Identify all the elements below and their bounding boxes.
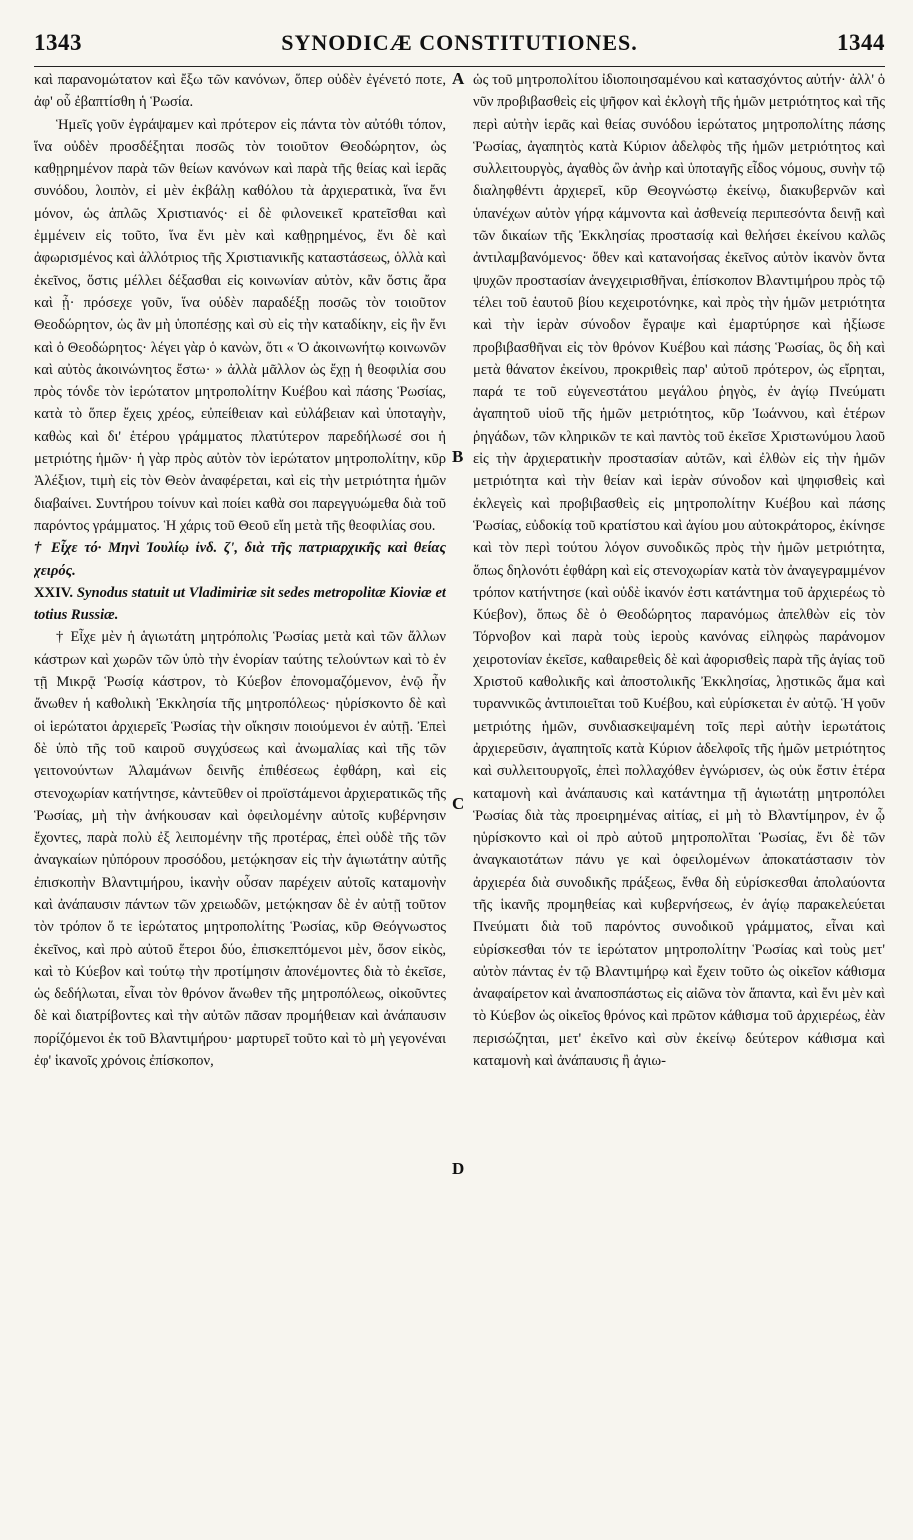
letter-subscription: † Εἶχε τό· Μηνὶ Ἰουλίῳ ἰνδ. ζ', διὰ τῆς πατριαρχικῆς καὶ θείας χειρός. [34, 540, 446, 579]
margin-marker-a: A [452, 69, 465, 88]
margin-marker-d: D [452, 1159, 465, 1178]
left-paragraph-1: καὶ παρανομώτατον καὶ ἔξω τῶν κανόνων, ὅπερ οὐδὲν ἐγένετό ποτε, ἀφ' οὗ ἐβαπτίσθη ἡ Ῥωσία. [34, 72, 446, 111]
section-title: Synodus statuit ut Vladimiriæ sit sedes metropolitæ Kioviæ et totius Russiæ. [34, 584, 446, 624]
running-header [34, 30, 885, 67]
right-paragraph-1: ὡς τοῦ μητροπολίτου ἰδιοποιησαμένου καὶ κατασχόντος αὐτήν· ἀλλ' ὁ νῦν προβιβασθεὶς εἰς ψῆφον καὶ ἐκλογὴ τῆς ἡμῶν μετριότητος καὶ τῆς περὶ αὐτὴν ἱερᾶς καὶ θείας συνόδου ἱερώτατος μητροπολίτης πάσης Ῥωσίας, ἀγαπητὸς κατὰ Κύριον ἀδελφὸς τῆς ἡμῶν μετριότητος καὶ συλλειτουργὸς, ἀγαθὸς ὢν ἀνὴρ καὶ ὑποταγῆς εἶδος νόμους, συνὴν τῷ διαληφθέντι ἀρχιερεῖ, κῦρ Θεογνώστῳ ἐκείνῳ, διακυβερνῶν καὶ ὑπανέχων αὐτὸν γήρᾳ κάμνοντα καὶ ἀσθενείᾳ περιπεσόντα δεινῇ καὶ τῶν δικαίων τῆς Ἐκκλησίας προστασίᾳ καὶ θελήσει ἐκείνου καλῶς ἀντιλαμβανόμενος· ὅθεν καὶ κατανοήσας ἐκεῖνος αὐτὸν ἱκανὸν ὄντα ψυχῶν προστασίαν ἀνεγχειρισθῆναι, ἐπίσκοπον Βλαντιμήρου πρὸς τῷ τέλει τοῦ ἑαυτοῦ βίου κεχειροτόνηκε, καὶ πρὸς τὴν ἡμῶν μετριότητα καὶ τὴν ἱερὰν σύνοδον ἔγραψε καὶ ἐμαρτύρησε καὶ ἠξίωσε προβιβασθῆναι εἰς τὸν θρόνον Κυέβου καὶ πάσης Ῥωσίας, ὃς δὴ καὶ μετὰ θάνατον ἐκείνου, προκριθεὶς παρ' αὐτοῦ πρότερον, ὡς εἴρηται, παρά τε τοῦ εὐγενεστάτου μεγάλου ῥηγὸς, ἐν ἁγίῳ Πνεύματι ἀγαπητοῦ υἱοῦ τῆς ἡμῶν μετριότητος, κῦρ Ἰωάννου, καὶ ἑτέρων ῥηγάδων, τῶν κληρικῶν τε καὶ παντὸς τοῦ ἐκεῖσε Χριστωνύμου λαοῦ εἰς τὴν ἀρχιερατικὴν προστασίαν αὐτῶν, καὶ ἐλθὼν εἰς τὴν ἡμῶν μετριότητα καὶ τὴν θείαν καὶ ἱερὰν σύνοδον καὶ ψηφισθεὶς καὶ ἐκλεγεὶς καὶ προβιβασθεὶς εἰς μητροπολίτην Κυέβου καὶ πάσης Ῥωσίας, εὐδοκίᾳ τοῦ κρατίστου καὶ ἁγίου μου αὐτοκράτορος, ἐκίνησε καὶ τὸν περὶ τούτου λόγον συνοδικῶς πρὸς τὴν ἡμῶν μετριότητα, ὅπως δηλονότι ἐφθάρη καὶ εἰς στενοχωρίαν κατὰ τὸν ἀναγεγραμμένον τρόπον κατήντησε (καὶ οὐδὲ ἱκανόν ἐστι κατάντημα τοῦ ἀρχιερέως τὸ Κύεβον), ὅπως δὲ ὁ Θεοδώρητος παρανόμως ἀπελθὼν εἰς τὸν Τόρνοβον καὶ παρὰ τοὺς ἱεροὺς κανόνας εἰληφὼς παράνομον χειροτονίαν ἐκεῖσε, καθαιρεθεὶς δὲ καὶ ἀφορισθεὶς παρὰ τῆς ἁγίας τοῦ Χριστοῦ καθολικῆς καὶ ἀποστολικῆς Ἐκκλησίας, λῃστικῶς ἅμα καὶ τυραννικῶς ἀντιποιεῖται τοῦ Κυέβου, καὶ εὑρίσκεται ἐν αὐτῷ. Ἡ γοῦν μετριότης ἡμῶν, συνδιασκεψαμένη τοῖς περὶ αὐτὴν ἱερωτάτοις ἀρχιερεῦσιν, ἀγαπητοῖς κατὰ Κύριον ἀδελφοῖς τῆς ἡμῶν μετριότητος καὶ συλλειτουργοῖς, ἐπεὶ πολλαχόθεν ἐγνώρισεν, ὡς οὐκ ἔστιν ἑτέρα καταμονὴ καὶ ἀνάπαυσις καὶ κατάντημα τῇ ἁγιωτάτῃ μητροπόλει Ῥωσίας διὰ τὰς προειρημένας αἰτίας, εἰ μὴ τὸ Βλαντίμηρον, ἐν ᾧ ηὑρίσκοντο καὶ οἱ πρὸ αὐτοῦ μητροπολῖται Ῥωσίας, ἔνι δὲ τῶν ἀναγκαιοτάτων πάνυ γε καὶ ὀφειλομένων ἀποκατάστασιν τὸν ἀρχιερέα διὰ συνοδικῆς πράξεως, ἔνθα δὴ εὑρίσκεσθαι ἀπολαύοντα τῆς ἱκανῆς προμηθείας καὶ κυβερνήσεως, ἐν ἁγίῳ παρακελεύεται Πνεύματι διὰ τοῦ παρόντος συνοδικοῦ γράμματος, εἶναι καὶ εὑρίσκεσθαι τόν τε ἱερώτατον μητροπολίτην Ῥωσίας καὶ τοὺς μετ' αὐτὸν πάντας ἐν τῷ Βλαντιμήρῳ καὶ ἔχειν τοῦτο ὡς οἰκεῖον κάθισμα ἀναφαίρετον καὶ ἀναποσπάστως εἰς αἰῶνα τὸν ἅπαντα, καὶ ἔνι μὲν καὶ τὸ Κύεβον ὡς οἰκεῖος θρόνος καὶ πρῶτον κάθισμα τοῦ ἀρχιερέως, ἐὰν περισώζηται, μετ' ἐκεῖνο καὶ σὺν ἐκείνῳ δεύτερον κάθισμα καὶ καταμονὴ καὶ ἀνάπαυσις ἢ ἁγιω- [473, 72, 885, 1070]
section-heading [34, 582, 446, 627]
running-title: SYNODICÆ CONSTITUTIONES. [281, 30, 638, 55]
left-column [34, 69, 446, 1537]
left-paragraph-2: Ἡμεῖς γοῦν ἐγράψαμεν καὶ πρότερον εἰς πάντα τὸν αὐτόθι τόπον, ἵνα οὐδὲν προσδέξηται ποσῶς τὸν τοιοῦτον Θεοδώρητον, ὡς καθῃρημένον παρὰ τῶν θείων κανόνων καὶ παρὰ τῆς θείας καὶ ἱερᾶς συνόδου, λοιπὸν, εἰ μὲν ἐκβάλῃ καθόλου τὰ ἀρχιερατικὰ, ἵνα ἔνι μόνον, ὡς ἁπλῶς Χριστιανός· εἰ δὲ φιλονεικεῖ κρατεῖσθαι καὶ ἐμμένειν εἰς τοῦτο, ἵνα ἔνι μὲν καὶ καθῃρημένος, ἔνι δὲ καὶ ἀφωρισμένος καὶ ἀλλότριος τῆς Χριστιανικῆς καταστάσεως, ὁλλὰ καὶ ἐκεῖνος, ὅστις μέλλει δέξασθαι εἰς κοινωνίαν αὐτὸν, κἂν ὅστις ἄρα καὶ ᾖ· πρόσεχε γοῦν, ἵνα οὐδὲν παραδέξῃ ποσῶς τὸν τοιοῦτον Θεοδώρητον, ὡς ἂν μὴ ὑποπέσῃς καὶ σὺ εἰς τὴν καταδίκην, εἰς ἣν ἔνι καὶ ὁ Θεοδώρητος· λέγει γὰρ ὁ κανὼν, ὅτι « Ὁ ἀκοινωνήτῳ κοινωνῶν καὶ αὐτὸς ἀκοινώνητος ἔστω· » ἀλλὰ μᾶλλον ὡς ἔχῃ ἡ θεοφιλία σου πρὸς τόνδε τὸν ἱερώτατον μητροπολίτην Κυέβου καὶ πάσης Ῥωσίας, κατὰ τὸ ὅπερ ἔχεις χρέος, εὐπείθειαν καὶ εὐλάβειαν καὶ ὑποταγὴν, καθὼς καὶ δι' ἑτέρου γράμματος πλατύτερον παρεδήλωσέ σοι ἡ μετριότης ἡμῶν· ἡ γὰρ πρὸς αὐτὸν τὸν ἱερώτατον μητροπολίτην, κῦρ Ἀλέξιον, τιμὴ εἰς τὸν Θεὸν ἀναφέρεται, καὶ εἰς τὴν μετριότητα ἡμῶν διαβαίνει. Συντήρου τοίνυν καὶ ποίει καθὰ σοι παρεγγυώμεθα διὰ τοῦ παρόντος γράμματος. Ἡ χάρις τοῦ Θεοῦ εἴη μετὰ τῆς θεοφιλίας σου. [34, 116, 446, 534]
margin-marker-c: C [452, 794, 465, 813]
column-gutter [446, 69, 473, 1537]
left-page-number: 1343 [34, 30, 82, 55]
section-number: XXIV. [34, 584, 74, 601]
right-column [473, 69, 885, 1537]
left-paragraph-3: † Εἶχε μὲν ἡ ἁγιωτάτη μητρόπολις Ῥωσίας μετὰ καὶ τῶν ἄλλων κάστρων καὶ χωρῶν τῶν ὑπὸ τὴν ἐνορίαν ταύτης τελούντων καὶ τὸ ἐν τῇ Μικρᾷ Ῥωσίᾳ κάστρον, τὸ Κύεβον ἐπονομαζόμενον, ἐνῷ ἦν ἄνωθεν ἡ καθολικὴ Ἐκκλησία τῆς μητροπόλεως· ηὑρίσκοντο δὲ καὶ οἱ ἱερώτατοι ἀρχιερεῖς Ῥωσίας τὴν οἴκησιν ποιούμενοι ἐν αὐτῇ. Ἐπεὶ δὲ ὑπὸ τῆς τοῦ καιροῦ συγχύσεως καὶ ἀνωμαλίας καὶ τῆς τῶν γειτονούντων Ἀλαμάνων δεινῆς ἐπιθέσεως ἐφθάρη, καὶ εἰς στενοχωρίαν κατήντησε, κἀντεῦθεν οἱ προϊστάμενοι ἀρχιερατικῶς τῆς Ῥωσίας, μὴ τὴν ἀνήκουσαν καὶ ὀφειλομένην αὐτοῖς κυβέρνησιν ἔχοντες, παρὰ πολὺ ἐξ λειπομένην τῆς προτέρας, ἐπεὶ οὐδὲ τῆς τῶν ἀναγκαίων ηὐπόρουν προσόδου, μετῴκησαν εἰς τὴν ἁγιωτάτην αὐτῆς ἐπισκοπὴν Βλαντιμήρου, ἱκανὴν οὖσαν παρέχειν αὐτοῖς καταμονὴν καὶ ἀνάπαυσιν πάντων τῶν χρειωδῶν, μετῴκησαν δὲ ἐν αὐτῇ τοῦτον τὸν τρόπον ὅ τε ἱερώτατος μητροπολίτης Ῥωσίας, κῦρ Θεόγνωστος ἐκεῖνος, καὶ πρὸ αὐτοῦ ἕτεροι δύο, ἐπισκεπτόμενοι μὲν, ὅσον εἰκὸς, καὶ τὸ Κύεβον καὶ τούτῳ τὴν προτίμησιν ἀπονέμοντες διὰ τὸ ἐκεῖσε, ὡς δεδήλωται, εἶναι τὸν θρόνον ἄνωθεν τῆς μητροπόλεως, οἰκοῦντες δὲ καὶ διατρίβοντες καὶ τὴν αὐτῶν πᾶσαν προμήθειαν καὶ ἀνάπαυσιν πορίζόμενοι ἐκ τοῦ Βλαντιμήρου· μαρτυρεῖ τοῦτο καὶ τὸ μὴ γεγονέναι ἐφ' ἱκανοῖς χρόνοις ἐπίσκοπον, [34, 629, 446, 1070]
margin-marker-b: B [452, 447, 464, 466]
two-column-body [34, 69, 885, 1537]
right-page-number: 1344 [837, 30, 885, 55]
